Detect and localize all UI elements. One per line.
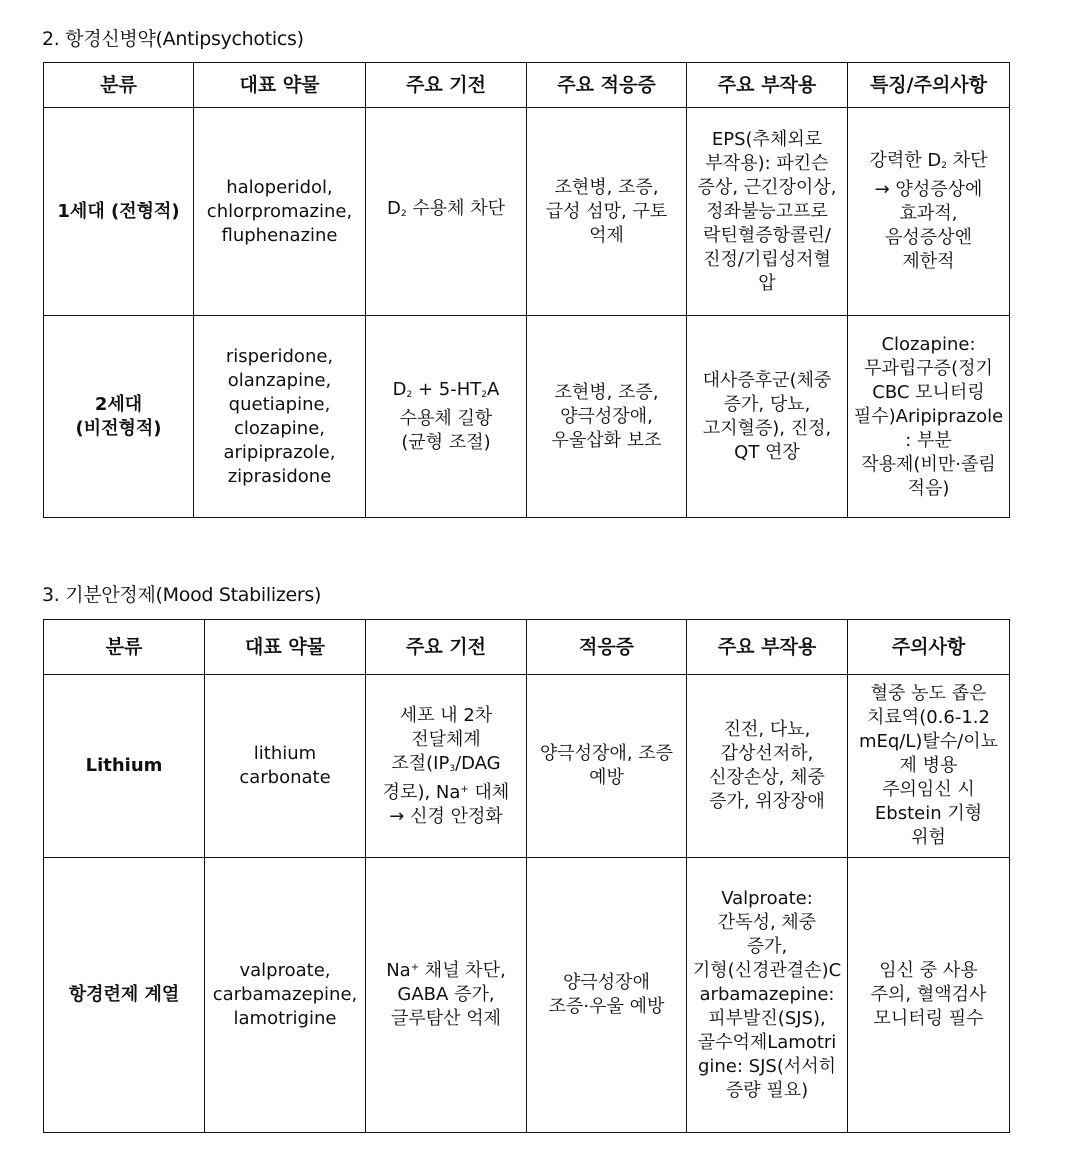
subscript: 2 — [481, 390, 488, 400]
cell-line: 글루탐산 억제 — [390, 1008, 502, 1029]
cell-line: Clozapine: — [881, 333, 976, 355]
text-fragment: 수용체 차단 — [406, 198, 505, 219]
cell-line: 간독성, 체중 — [717, 912, 817, 933]
text-fragment: Na — [386, 960, 411, 981]
text-fragment: A — [487, 379, 500, 400]
cell-line: 적음) — [907, 477, 950, 499]
category-cell — [44, 858, 205, 1133]
cell-line: 압 — [758, 272, 776, 294]
cell-line: → 신경 안정화 — [389, 805, 503, 827]
cell-line — [370, 197, 522, 226]
header-notes: 특징/주의사항 — [848, 63, 1010, 108]
cell-line: 부작용): 파킨슨 — [705, 152, 829, 174]
header-side-effects: 주요 부작용 — [687, 63, 848, 108]
cell-line: 2세대 — [94, 393, 143, 415]
cell-line: Ebstein 기형 — [874, 803, 983, 824]
superscript: + — [410, 962, 420, 973]
cell-line — [370, 959, 522, 983]
text-fragment: D — [387, 198, 401, 219]
cell-line: 증상, 근긴장이상, — [697, 176, 837, 198]
cell-line: fluphenazine — [221, 224, 338, 246]
cell-line: 작용제(비만·졸림 — [861, 453, 996, 475]
text-fragment: 강력한 D — [869, 150, 942, 171]
cell-line: GABA 증가, — [397, 984, 495, 1005]
drugs-cell — [205, 858, 366, 1133]
notes-cell — [848, 316, 1010, 518]
cell-line: 양극성장애 — [563, 972, 650, 993]
mechanism-cell — [366, 675, 527, 858]
cell-line: 대사증후군(체중 — [702, 369, 832, 391]
cell-line: 모니터링 필수 — [873, 1008, 984, 1029]
table-row — [44, 675, 1010, 858]
section-2-title: 2. 항경신병약(Antipsychotics) — [42, 28, 304, 50]
cell-line: (균형 조절) — [401, 432, 491, 453]
cell-line: Valproate: — [721, 888, 813, 909]
cell-line: valproate, — [239, 960, 331, 981]
cell-line: 제 병용 — [899, 755, 958, 776]
cell-line: 수용체 길항 — [399, 408, 493, 429]
cell-line: 필수)Aripiprazole — [853, 405, 1004, 427]
notes-cell — [848, 858, 1010, 1133]
cell-line: mEq/L)탈수/이뇨 — [858, 731, 999, 752]
mechanism-cell — [366, 316, 527, 518]
cell-line — [370, 378, 522, 407]
cell-line: 음성증상엔 — [885, 227, 972, 248]
cell-line: 효과적, — [899, 203, 958, 224]
cell-line: 예방 — [589, 767, 624, 788]
cell-line: 락틴혈증항콜린/ — [703, 224, 831, 246]
cell-line: 치료역(0.6-1.2 — [867, 707, 990, 728]
cell-line: clozapine, — [233, 417, 326, 439]
cell-line: 증량 필요) — [725, 1080, 809, 1101]
cell-line: QT 연장 — [734, 441, 800, 463]
cell-line: 갑상선저하, — [720, 743, 814, 764]
header-drugs: 대표 약물 — [205, 620, 366, 675]
cell-line: 양극성장애, — [560, 405, 653, 427]
header-notes: 주의사항 — [848, 620, 1010, 675]
cell-line: 우울삽화 보조 — [551, 429, 662, 451]
cell-line: 1세대 (전형적) — [57, 200, 180, 222]
cell-line: 진정/기립성저혈 — [703, 248, 831, 270]
table-row — [44, 858, 1010, 1133]
cell-line: 고지혈증), 진정, — [702, 417, 832, 439]
cell-line: 제한적 — [902, 251, 955, 272]
header-indications: 주요 적응증 — [527, 63, 687, 108]
cell-line: → 양성증상에 — [874, 179, 983, 200]
cell-line: olanzapine, — [227, 369, 332, 391]
text-fragment: 조절(IP — [391, 752, 450, 774]
cell-line: arbamazepine: — [699, 984, 835, 1005]
category-cell — [44, 675, 205, 858]
header-indications: 적응증 — [527, 620, 687, 675]
cell-line: 무과립구증(정기 — [864, 357, 993, 379]
cell-line: 정좌불능고프로 — [706, 200, 828, 222]
header-row — [44, 63, 1010, 108]
cell-line: carbamazepine, — [212, 984, 358, 1005]
side-effects-cell — [687, 316, 848, 518]
drugs-cell — [194, 316, 366, 518]
notes-cell — [848, 675, 1010, 858]
cell-line: carbonate — [239, 767, 331, 788]
cell-line: 주의, 혈액검사 — [870, 984, 987, 1005]
cell-line: chlorpromazine, — [206, 200, 353, 222]
cell-line: 혈중 농도 좁은 — [870, 683, 987, 704]
drugs-cell — [194, 108, 366, 316]
cell-line: 주의임신 시 — [882, 779, 975, 800]
mood-stabilizers-table — [43, 619, 1010, 1133]
drugs-cell — [205, 675, 366, 858]
text-fragment: 차단 — [946, 150, 988, 171]
side-effects-cell — [687, 108, 848, 316]
indications-cell — [527, 108, 687, 316]
section-3-title: 3. 기분안정제(Mood Stabilizers) — [42, 584, 322, 606]
cell-line: 기형(신경관결손)C — [692, 960, 842, 981]
cell-line: 조현병, 조증, — [554, 176, 659, 198]
cell-line: 증가, — [746, 936, 788, 957]
cell-line: 피부발진(SJS), — [708, 1008, 826, 1029]
text-fragment: D — [392, 379, 407, 400]
superscript: + — [460, 783, 469, 795]
cell-line: CBC 모니터링 — [872, 381, 985, 403]
notes-cell — [848, 108, 1010, 316]
cell-line: 증가, 당뇨, — [723, 393, 811, 415]
subscript: 2 — [400, 209, 407, 219]
header-mechanism: 주요 기전 — [366, 620, 527, 675]
cell-line: 골수억제Lamotri — [697, 1032, 837, 1053]
side-effects-cell — [687, 675, 848, 858]
cell-line: 양극성장애, 조증 — [539, 743, 674, 764]
cell-line: ziprasidone — [227, 465, 332, 487]
mechanism-cell — [366, 108, 527, 316]
header-category: 분류 — [44, 620, 205, 675]
header-side-effects: 주요 부작용 — [687, 620, 848, 675]
cell-line: 위험 — [911, 827, 946, 848]
cell-line: 세포 내 2차 — [399, 704, 493, 726]
cell-line: gine: SJS(서서히 — [697, 1056, 837, 1077]
cell-line: lithium — [253, 743, 317, 764]
subscript: 3 — [449, 763, 456, 774]
text-fragment: + 5-HT — [412, 379, 482, 400]
header-category: 분류 — [44, 63, 194, 108]
subscript: 2 — [406, 390, 413, 400]
antipsychotics-table — [43, 62, 1010, 518]
header-mechanism: 주요 기전 — [366, 63, 527, 108]
cell-line: lamotrigine — [233, 1008, 337, 1029]
cell-line: 항경련제 계열 — [68, 984, 180, 1005]
cell-line: Lithium — [85, 755, 163, 776]
cell-line: 급성 섬망, 구토 — [545, 200, 668, 222]
cell-line: haloperidol, — [226, 176, 333, 198]
cell-line: 전달체계 — [411, 728, 481, 750]
cell-line — [852, 149, 1005, 178]
indications-cell — [527, 675, 687, 858]
cell-line: aripiprazole, — [223, 441, 336, 463]
text-fragment: 대체 — [468, 781, 510, 803]
subscript: 2 — [941, 161, 947, 171]
table-row — [44, 316, 1010, 518]
cell-line — [370, 781, 522, 805]
side-effects-cell — [687, 858, 848, 1133]
text-fragment: 경로), Na — [382, 781, 461, 803]
header-row — [44, 620, 1010, 675]
cell-line: risperidone, — [225, 345, 334, 367]
cell-line: (비전형적) — [75, 417, 162, 439]
category-cell — [44, 316, 194, 518]
cell-line: quetiapine, — [228, 393, 331, 415]
cell-line: EPS(추체외로 — [711, 128, 823, 150]
indications-cell — [527, 316, 687, 518]
cell-line: : 부분 — [905, 429, 952, 451]
cell-line: 조현병, 조증, — [554, 381, 659, 403]
text-fragment: 채널 차단, — [419, 960, 506, 981]
cell-line: 신장손상, 체중 — [709, 767, 825, 788]
cell-line: 억제 — [589, 224, 624, 246]
cell-line: 진전, 다뇨, — [723, 719, 811, 740]
mechanism-cell — [366, 858, 527, 1133]
text-fragment: /DAG — [455, 752, 501, 774]
category-cell — [44, 108, 194, 316]
header-drugs: 대표 약물 — [194, 63, 366, 108]
indications-cell — [527, 858, 687, 1133]
cell-line — [370, 752, 522, 781]
table-row — [44, 108, 1010, 316]
cell-line: 증가, 위장장애 — [709, 791, 825, 812]
cell-line: 임신 중 사용 — [879, 960, 978, 981]
cell-line: 조증·우울 예방 — [548, 996, 665, 1017]
